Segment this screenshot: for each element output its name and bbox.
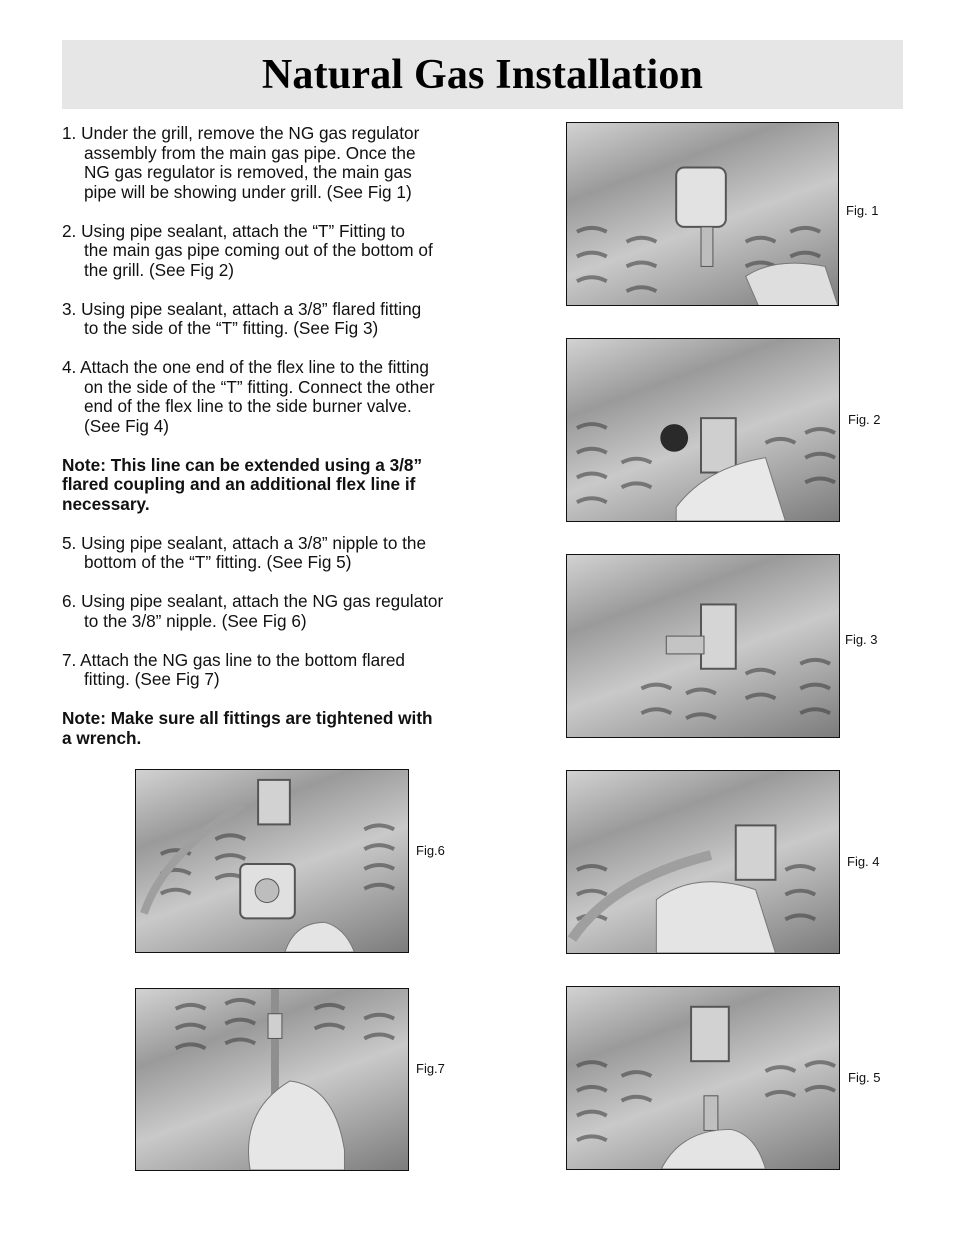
step-line: pipe will be showing under grill. (See Fig 1) — [84, 181, 412, 202]
step-line: assembly from the main gas pipe. Once the — [84, 142, 416, 163]
title-banner — [62, 40, 903, 109]
step-4 — [62, 358, 482, 436]
instructions — [62, 124, 482, 768]
note-line: Note: This line can be extended using a 3/8” — [62, 454, 423, 475]
step-line: 7. Attach the NG gas line to the bottom flared — [62, 649, 405, 670]
step-line: 4. Attach the one end of the flex line to the fitting — [62, 357, 429, 377]
figure-6-photo — [135, 769, 409, 953]
note-line: Note: Make sure all fittings are tightened with — [62, 708, 433, 728]
step-1 — [62, 124, 482, 202]
note-line: necessary. — [62, 493, 150, 514]
step-line: (See Fig 4) — [84, 415, 170, 436]
step-line: 2. Using pipe sealant, attach the “T” Fitting to — [62, 220, 405, 241]
page-title: Natural Gas Installation — [261, 51, 704, 98]
step-line: 5. Using pipe sealant, attach a 3/8” nipple to the — [62, 532, 427, 553]
step-line: to the 3/8” nipple. (See Fig 6) — [84, 610, 307, 631]
step-line: NG gas regulator is removed, the main gas — [84, 162, 412, 182]
step-line: the main gas pipe coming out of the bottom of — [84, 240, 433, 260]
note-line: a wrench. — [62, 727, 142, 748]
step-line: on the side of the “T” fitting. Connect the other — [84, 376, 435, 397]
note-tighten — [62, 709, 482, 748]
step-line: 3. Using pipe sealant, attach a 3/8” flared fitting — [62, 298, 422, 319]
step-line: end of the flex line to the side burner valve. — [84, 396, 412, 416]
step-line: bottom of the “T” fitting. (See Fig 5) — [84, 552, 352, 572]
step-6 — [62, 592, 482, 631]
figure-5-caption: Fig. 5 — [848, 1070, 881, 1085]
figure-1-caption: Fig. 1 — [846, 203, 879, 218]
step-3 — [62, 300, 482, 339]
figure-2-caption: Fig. 2 — [848, 412, 881, 427]
figure-4-photo — [566, 770, 840, 954]
figure-3-caption: Fig. 3 — [845, 632, 878, 647]
step-5 — [62, 534, 482, 573]
figure-2-photo — [566, 338, 840, 522]
figure-3-photo — [566, 554, 840, 738]
step-2 — [62, 222, 482, 281]
figure-7-photo — [135, 988, 409, 1171]
figure-6-caption: Fig.6 — [416, 843, 445, 858]
step-line: fitting. (See Fig 7) — [84, 669, 220, 689]
note-extension — [62, 456, 482, 515]
figure-5-photo — [566, 986, 840, 1170]
figure-7-caption: Fig.7 — [416, 1061, 445, 1076]
step-7 — [62, 651, 482, 690]
step-line: to the side of the “T” fitting. (See Fig 3) — [84, 318, 379, 338]
step-line: 1. Under the grill, remove the NG gas regulator — [62, 123, 420, 143]
figure-4-caption: Fig. 4 — [847, 854, 880, 869]
step-line: 6. Using pipe sealant, attach the NG gas regulator — [62, 591, 444, 611]
note-line: flared coupling and an additional flex line if — [62, 474, 416, 494]
step-line: the grill. (See Fig 2) — [84, 259, 234, 280]
figure-1-photo — [566, 122, 839, 306]
